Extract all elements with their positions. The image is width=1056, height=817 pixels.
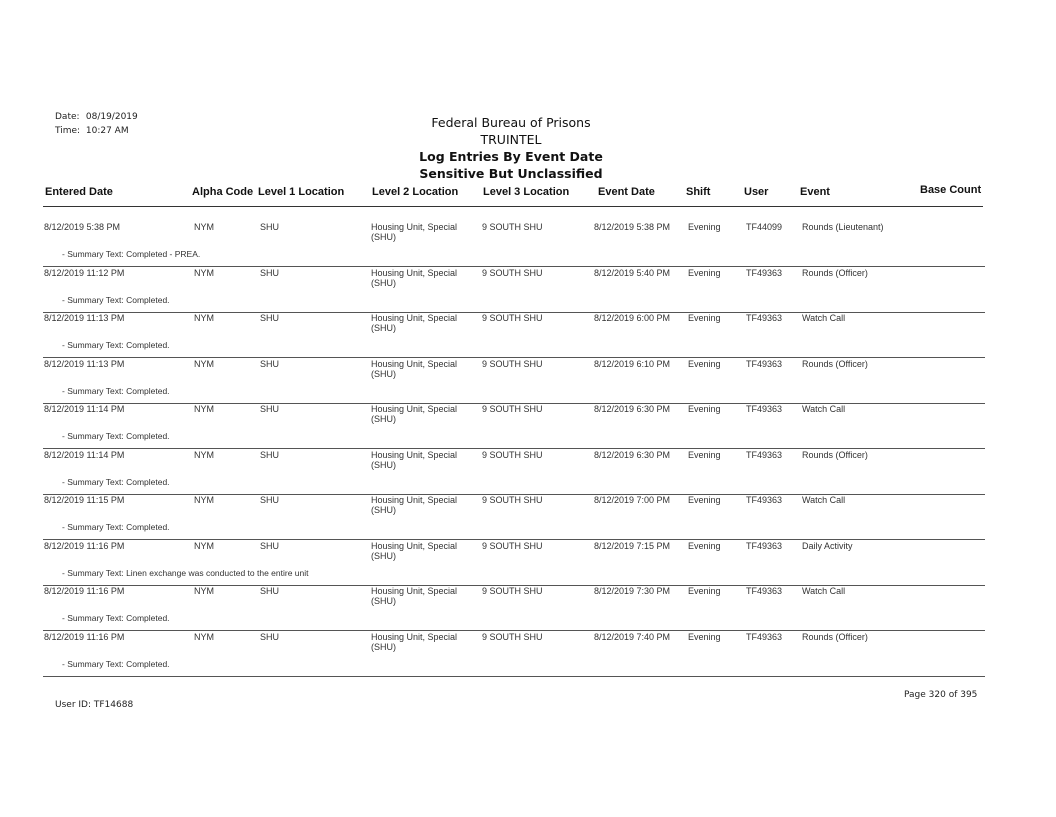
title-system: TRUINTEL [480,132,542,147]
cell-alpha-code: NYM [194,404,214,414]
cell-event: Rounds (Officer) [802,449,868,460]
cell-event-date: 8/12/2019 7:30 PM [594,586,671,596]
cell-user: TF49363 [746,313,783,323]
cell-event: Watch Call [802,404,846,414]
time-label: Time: [55,126,81,136]
table-row [0,222,1056,267]
title-agency: Federal Bureau of Prisons [431,115,591,130]
cell-level3: 9 SOUTH SHU [482,631,543,642]
footer-user-id [55,700,133,710]
table-row [0,450,1056,495]
cell-event-date: 8/12/2019 5:40 PM [594,267,671,278]
cell-level1: SHU [260,586,280,596]
cell-level3: 9 SOUTH SHU [482,404,543,414]
cell-level1: SHU [260,267,280,278]
title-report-name: Log Entries By Event Date [419,149,603,164]
cell-event: Watch Call [802,495,846,505]
summary-text: - Summary Text: Completed. [62,658,170,669]
col-header-base-count: Base Count [920,184,982,196]
summary-text: - Summary Text: Completed - PREA. [62,249,201,259]
cell-alpha-code: NYM [194,631,214,642]
cell-event-date: 8/12/2019 7:15 PM [594,540,671,551]
col-header-level2: Level 2 Location [372,186,459,198]
cell-shift: Evening [688,540,721,551]
col-header-event-date: Event Date [598,186,655,198]
col-header-level3: Level 3 Location [483,186,570,198]
col-header-alpha-code: Alpha Code [192,186,254,198]
table-row [0,541,1056,586]
cell-level2: Housing Unit, Special (SHU) [371,631,458,652]
cell-level2: Housing Unit, Special (SHU) [371,495,458,515]
cell-level3: 9 SOUTH SHU [482,495,543,505]
cell-level1: SHU [260,313,280,323]
cell-event: Rounds (Officer) [802,358,868,369]
cell-level3: 9 SOUTH SHU [482,222,543,232]
cell-alpha-code: NYM [194,267,214,278]
cell-shift: Evening [688,358,721,369]
cell-level2: Housing Unit, Special (SHU) [371,313,458,333]
col-header-level1: Level 1 Location [258,186,345,198]
cell-entered-date: 8/12/2019 5:38 PM [44,222,121,232]
cell-level1: SHU [260,358,280,369]
page-number: Page 320 of 395 [904,690,978,700]
cell-user: TF49363 [746,358,783,369]
cell-user: TF49363 [746,631,783,642]
cell-user: TF49363 [746,267,783,278]
cell-event: Watch Call [802,313,846,323]
date-value: 08/19/2019 [85,112,138,122]
cell-level2: Housing Unit, Special (SHU) [371,404,458,424]
cell-user: TF44099 [746,222,783,232]
cell-level2: Housing Unit, Special (SHU) [371,540,458,561]
cell-level2: Housing Unit, Special (SHU) [371,222,458,242]
cell-entered-date: 8/12/2019 11:16 PM [44,631,125,642]
report-title [395,114,627,182]
cell-alpha-code: NYM [194,540,214,551]
table-row [0,404,1056,449]
cell-level2: Housing Unit, Special (SHU) [371,586,458,606]
cell-alpha-code: NYM [194,313,214,323]
col-header-entered-date: Entered Date [45,186,113,198]
col-header-event: Event [800,186,830,198]
cell-event: Watch Call [802,586,846,596]
cell-level3: 9 SOUTH SHU [482,313,543,323]
report-date [55,112,138,122]
cell-entered-date: 8/12/2019 11:16 PM [44,586,125,596]
summary-text: - Summary Text: Linen exchange was conducted to the entire unit [62,567,309,578]
cell-alpha-code: NYM [194,586,214,596]
cell-shift: Evening [688,495,721,505]
cell-shift: Evening [688,222,721,232]
cell-user: TF49363 [746,495,783,505]
cell-level3: 9 SOUTH SHU [482,449,543,460]
table-row [0,268,1056,313]
table-row [0,495,1056,540]
row-divider [43,676,985,677]
table-row [0,632,1056,677]
cell-event: Rounds (Officer) [802,267,868,278]
summary-text: - Summary Text: Completed. [62,613,170,623]
time-value: 10:27 AM [85,126,129,136]
summary-text: - Summary Text: Completed. [62,340,170,350]
summary-text: - Summary Text: Completed. [62,431,170,441]
cell-level1: SHU [260,495,280,505]
cell-level1: SHU [260,222,280,232]
cell-shift: Evening [688,404,721,414]
header-divider [43,206,983,207]
col-header-user: User [744,186,769,198]
cell-entered-date: 8/12/2019 11:14 PM [44,404,125,414]
user-id-value: TF14688 [93,700,134,710]
cell-level3: 9 SOUTH SHU [482,358,543,369]
cell-event-date: 8/12/2019 6:30 PM [594,404,671,414]
cell-level2: Housing Unit, Special (SHU) [371,449,458,470]
cell-event-date: 8/12/2019 5:38 PM [594,222,671,232]
cell-entered-date: 8/12/2019 11:12 PM [44,267,125,278]
cell-entered-date: 8/12/2019 11:14 PM [44,449,125,460]
cell-shift: Evening [688,313,721,323]
report-time [55,126,129,136]
cell-event-date: 8/12/2019 6:30 PM [594,449,671,460]
cell-entered-date: 8/12/2019 11:15 PM [44,495,125,505]
cell-shift: Evening [688,586,721,596]
cell-shift: Evening [688,631,721,642]
cell-entered-date: 8/12/2019 11:13 PM [44,313,125,323]
cell-shift: Evening [688,267,721,278]
cell-event-date: 8/12/2019 7:00 PM [594,495,671,505]
cell-level1: SHU [260,631,280,642]
cell-event-date: 8/12/2019 6:00 PM [594,313,671,323]
cell-alpha-code: NYM [194,358,214,369]
cell-level1: SHU [260,540,280,551]
user-id-label: User ID: [55,700,91,710]
cell-shift: Evening [688,449,721,460]
cell-level2: Housing Unit, Special (SHU) [371,267,458,288]
cell-user: TF49363 [746,404,783,414]
cell-level2: Housing Unit, Special (SHU) [371,358,458,379]
summary-text: - Summary Text: Completed. [62,385,170,396]
date-label: Date: [55,112,80,122]
cell-user: TF49363 [746,449,783,460]
cell-level3: 9 SOUTH SHU [482,540,543,551]
cell-entered-date: 8/12/2019 11:16 PM [44,540,125,551]
cell-event: Rounds (Lieutenant) [802,222,884,232]
cell-entered-date: 8/12/2019 11:13 PM [44,358,125,369]
cell-user: TF49363 [746,586,783,596]
summary-text: - Summary Text: Completed. [62,294,170,305]
table-row [0,359,1056,404]
cell-event-date: 8/12/2019 7:40 PM [594,631,671,642]
cell-event: Daily Activity [802,540,853,551]
cell-level3: 9 SOUTH SHU [482,267,543,278]
title-classification: Sensitive But Unclassified [419,166,603,181]
table-row [0,586,1056,631]
cell-user: TF49363 [746,540,783,551]
cell-event: Rounds (Officer) [802,631,868,642]
table-row [0,313,1056,358]
cell-level3: 9 SOUTH SHU [482,586,543,596]
cell-event-date: 8/12/2019 6:10 PM [594,358,671,369]
cell-level1: SHU [260,404,280,414]
summary-text: - Summary Text: Completed. [62,522,170,532]
cell-alpha-code: NYM [194,495,214,505]
cell-alpha-code: NYM [194,222,214,232]
col-header-shift: Shift [686,186,711,198]
cell-alpha-code: NYM [194,449,214,460]
summary-text: - Summary Text: Completed. [62,476,170,487]
cell-level1: SHU [260,449,280,460]
